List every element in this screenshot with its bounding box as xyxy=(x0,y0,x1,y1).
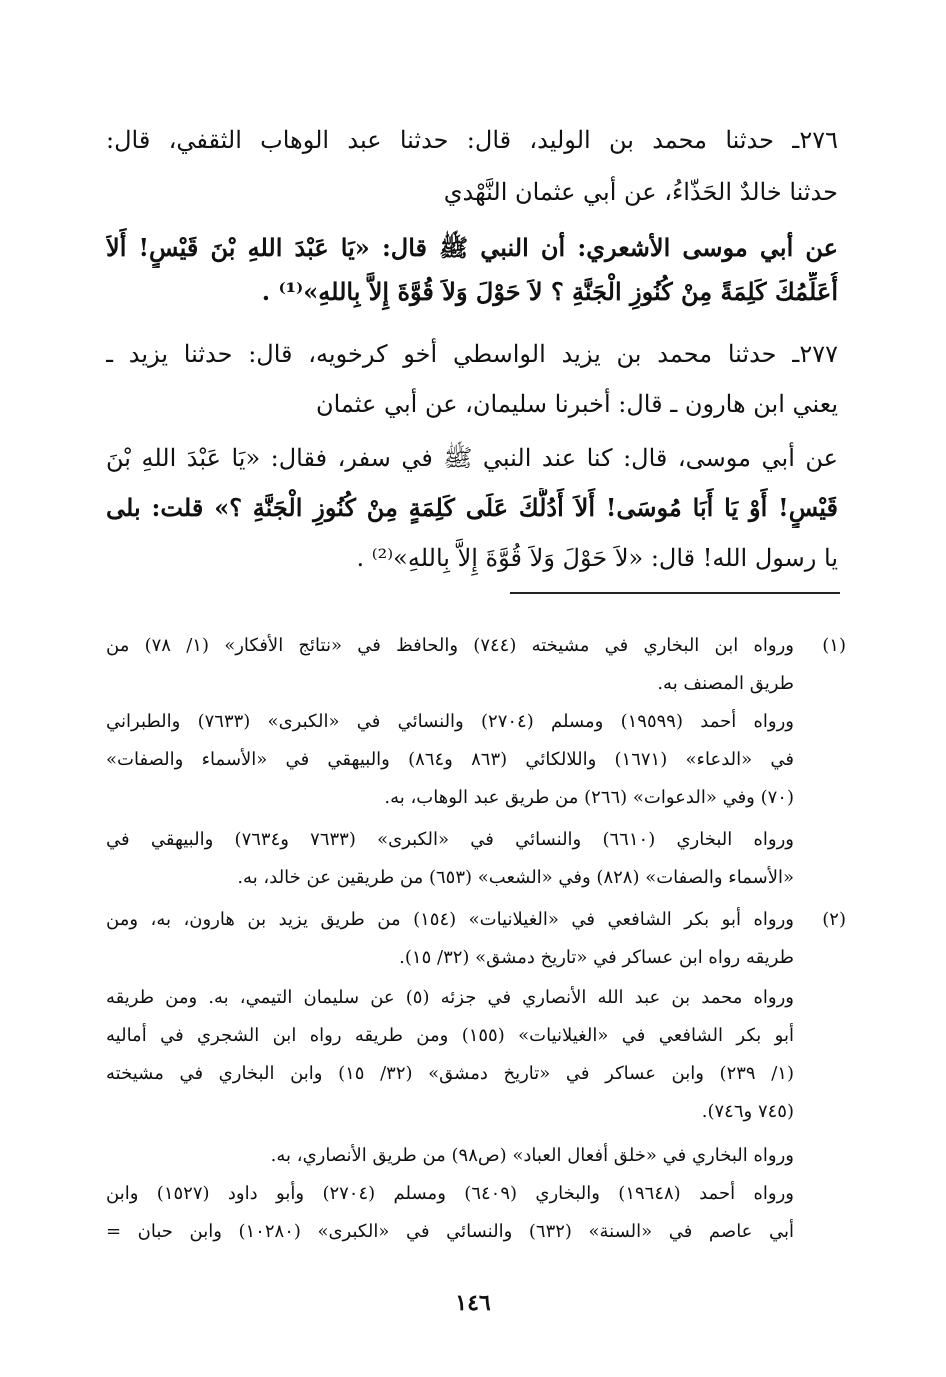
hadith-277-line-5: يا رسول الله! قال: «لاَ حَوْلَ وَلاَ قُوَّةَ إِلاَّ بِاللهِ»⁽²⁾ . xyxy=(356,544,838,572)
footnote-1-line-7: «الأسماء والصفات» (٨٢٨) وفي «الشعب» (٦٥٣) من طريقين عن خالد، به. xyxy=(237,867,794,888)
footnote-2-line-2: طريقه رواه ابن عساكر في «تاريخ دمشق» (٣٢/ ١٥). xyxy=(399,947,794,968)
hadith-276-line-2: حدثنا خالدٌ الحَذّاءُ، عن أبي عثمان النَّهْدي xyxy=(443,178,838,206)
footnote-2-number: (٢) xyxy=(822,909,846,930)
footnote-2-line-4: أبو بكر الشافعي في «الغيلانيات» (١٥٥) ومن طريقه رواه ابن الشجري في أماليه xyxy=(106,1025,794,1046)
footnote-separator xyxy=(510,592,840,594)
footnote-2-line-8: ورواه أحمد (١٩٦٤٨) والبخاري (٦٤٠٩) ومسلم (٢٧٠٤) وأبو داود (١٥٢٧) وابن xyxy=(106,1183,794,1204)
hadith-276-line-4: أُعَلِّمُكَ كَلِمَةً مِنْ كُنُوزِ الْجَنَّةِ ؟ لاَ حَوْلَ وَلاَ قُوَّةَ إِلاَّ بِاللهِ»⁽¹⁾ . xyxy=(261,277,838,306)
hadith-276-line-3: عن أبي موسى الأشعري: أن النبي ﷺ قال: «يَا عَبْدَ اللهِ بْنَ قَيْسٍ! أَلاَ xyxy=(106,233,838,262)
footnote-1-line-5: (٧٠) وفي «الدعوات» (٢٦٦) من طريق عبد الوهاب، به. xyxy=(384,787,794,808)
footnote-2-line-6: (٧٤٥ و٧٤٦). xyxy=(701,1101,794,1122)
footnote-2-line-3: ورواه محمد بن عبد الله الأنصاري في جزئه (٥) عن سليمان التيمي، به. ومن طريقه xyxy=(106,987,794,1008)
hadith-277-line-2: يعني ابن هارون ـ قال: أخبرنا سليمان، عن أبي عثمان xyxy=(315,390,838,418)
footnote-1-number: (١) xyxy=(822,635,846,656)
footnote-1-line-1: ورواه ابن البخاري في مشيخته (٧٤٤) والحافظ في «نتائج الأفكار» (١/ ٧٨) من xyxy=(106,635,794,656)
footnote-2-line-9: أبي عاصم في «السنة» (٦٣٢) والنسائي في «الكبرى» (١٠٢٨٠) وابن حبان = xyxy=(106,1221,794,1242)
footnote-1-line-3: ورواه أحمد (١٩٥٩٩) ومسلم (٢٧٠٤) والنسائي في «الكبرى» (٧٦٣٣) والطبراني xyxy=(106,711,794,732)
footnote-2-line-1: ورواه أبو بكر الشافعي في «الغيلانيات» (١٥٤) من طريق يزيد بن هارون، به، ومن xyxy=(106,909,794,930)
hadith-276-line-1: ٢٧٦ـ حدثنا محمد بن الوليد، قال: حدثنا عبد الوهاب الثقفي، قال: xyxy=(106,126,838,154)
footnote-1-line-6: ورواه البخاري (٦٦١٠) والنسائي في «الكبرى» (٧٦٣٣ و٧٦٣٤) والبيهقي في xyxy=(106,829,794,850)
footnote-2-line-5: (١/ ٢٣٩) وابن عساكر في «تاريخ دمشق» (٣٢/ ١٥) وابن البخاري في مشيخته xyxy=(106,1063,794,1084)
hadith-277-line-3: عن أبي موسى، قال: كنا عند النبي ﷺ في سفر، فقال: «يَا عَبْدَ اللهِ بْنَ xyxy=(106,444,838,472)
hadith-277-line-1: ٢٧٧ـ حدثنا محمد بن يزيد الواسطي أخو كرخويه، قال: حدثنا يزيد ـ xyxy=(106,340,838,368)
footnote-2-line-7: ورواه البخاري في «خلق أفعال العباد» (ص٩٨) من طريق الأنصاري، به. xyxy=(270,1145,794,1166)
footnote-1-line-2: طريق المصنف به. xyxy=(657,673,794,694)
footnote-1-line-4: في «الدعاء» (١٦٧١) واللالكائي (٨٦٣ و٨٦٤) والبيهقي في «الأسماء والصفات» xyxy=(106,749,794,770)
page-number: ١٤٦ xyxy=(455,1290,491,1316)
hadith-277-line-4: قَيْسٍ! أَوْ يَا أَبَا مُوسَى! أَلاَ أَدُلُّكَ عَلَى كَلِمَةٍ مِنْ كُنُوزِ الْجَنَّةِ ؟» قلت: بلى xyxy=(106,493,838,522)
